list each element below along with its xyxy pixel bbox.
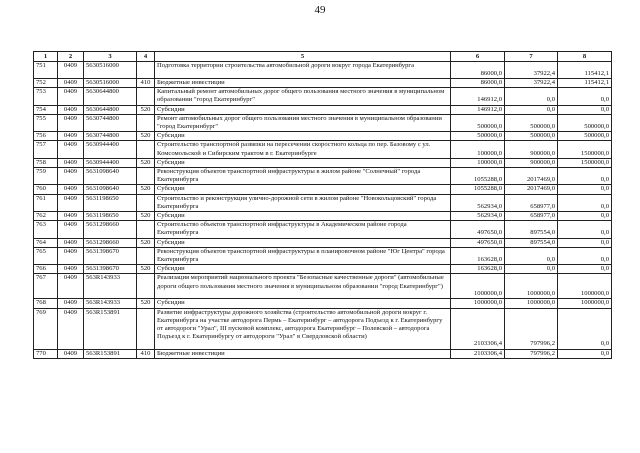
value-col8: 500000,0 [558, 114, 612, 131]
value-col8: 0,0 [558, 105, 612, 114]
value-col7: 897554,0 [505, 221, 558, 238]
section-code: 0409 [58, 349, 84, 358]
table-row [34, 194, 612, 211]
table-row [34, 132, 612, 141]
section-code: 0409 [58, 274, 84, 299]
section-code: 0409 [58, 105, 84, 114]
value-col6: 163628,0 [451, 265, 505, 274]
target-code: 5630944400 [84, 158, 137, 167]
target-code: 5631298660 [84, 238, 137, 247]
value-col7: 797996,2 [505, 308, 558, 349]
value-col8: 0,0 [558, 212, 612, 221]
target-code: 5630744800 [84, 114, 137, 131]
row-number: 751 [34, 62, 58, 79]
expense-type: 520 [137, 238, 155, 247]
description: Реконструкция объектов транспортной инфраструктуры в планировочном районе "Юг Центра" города Екатеринбурга [155, 247, 451, 264]
expense-type [137, 308, 155, 349]
row-number: 756 [34, 132, 58, 141]
table-row [34, 114, 612, 131]
row-number: 769 [34, 308, 58, 349]
target-code: 5631098640 [84, 185, 137, 194]
row-number: 766 [34, 265, 58, 274]
description: Субсидии [155, 238, 451, 247]
section-code: 0409 [58, 168, 84, 185]
description: Субсидии [155, 265, 451, 274]
value-col6: 500000,0 [451, 114, 505, 131]
expense-type [137, 88, 155, 105]
description: Капитальный ремонт автомобильных дорог общего пользования местного значения в муниципальном образовании "город Екатеринбург" [155, 88, 451, 105]
table-row [34, 105, 612, 114]
value-col8: 1000000,0 [558, 274, 612, 299]
section-code: 0409 [58, 185, 84, 194]
section-code: 0409 [58, 132, 84, 141]
table-row [34, 238, 612, 247]
column-header: 5 [155, 52, 451, 62]
value-col8: 115412,1 [558, 62, 612, 79]
row-number: 752 [34, 79, 58, 88]
row-number: 770 [34, 349, 58, 358]
value-col8: 0,0 [558, 194, 612, 211]
target-code: 5630644800 [84, 105, 137, 114]
column-header: 7 [505, 52, 558, 62]
value-col7: 2017469,0 [505, 168, 558, 185]
value-col6: 562934,0 [451, 194, 505, 211]
description: Подготовка территории строительства автомобильной дороги вокруг города Екатеринбурга [155, 62, 451, 79]
value-col6: 1000000,0 [451, 299, 505, 308]
value-col8: 0,0 [558, 88, 612, 105]
description: Бюджетные инвестиции [155, 349, 451, 358]
target-code: 5630744800 [84, 132, 137, 141]
value-col8: 1500000,0 [558, 141, 612, 158]
value-col7: 900000,0 [505, 158, 558, 167]
value-col7: 797996,2 [505, 349, 558, 358]
value-col6: 497650,0 [451, 238, 505, 247]
table-row [34, 274, 612, 299]
page-number: 49 [314, 4, 326, 16]
table-header-row [34, 52, 612, 62]
section-code: 0409 [58, 221, 84, 238]
value-col8: 0,0 [558, 168, 612, 185]
target-code: 5630644800 [84, 88, 137, 105]
target-code: 5630516000 [84, 62, 137, 79]
description: Строительство объектов транспортной инфраструктуры в Академическом районе города Екатеринбурга [155, 221, 451, 238]
table-row [34, 62, 612, 79]
expense-type [137, 114, 155, 131]
section-code: 0409 [58, 212, 84, 221]
row-number: 755 [34, 114, 58, 131]
column-header: 1 [34, 52, 58, 62]
table-row [34, 158, 612, 167]
row-number: 768 [34, 299, 58, 308]
table-row [34, 308, 612, 349]
expense-type [137, 168, 155, 185]
description: Бюджетные инвестиции [155, 79, 451, 88]
target-code: 563R143933 [84, 299, 137, 308]
value-col8: 0,0 [558, 247, 612, 264]
section-code: 0409 [58, 299, 84, 308]
section-code: 0409 [58, 194, 84, 211]
target-code: 5630944400 [84, 141, 137, 158]
description: Развитие инфраструктуры дорожного хозяйства (строительство автомобильной дороги вокруг г. Екатеринбурга на участке автодорога Пермь – Екатеринбург – автодорога Подъезд к г. Екатеринбургу от автодороги "Урал", III пусковой комплекс, автодорога Екатеринбург – Полевской – автодорога Подъезд к г. Екатеринбургу от автодороги "Урал" в Свердловской области) [155, 308, 451, 349]
expense-type: 410 [137, 79, 155, 88]
description: Ремонт автомобильных дорог общего пользования местного значения в муниципальном образовании "город Екатеринбург" [155, 114, 451, 131]
section-code: 0409 [58, 247, 84, 264]
value-col6: 497650,0 [451, 221, 505, 238]
target-code: 5631398670 [84, 265, 137, 274]
expense-type [137, 247, 155, 264]
value-col6: 562934,0 [451, 212, 505, 221]
expense-type: 520 [137, 212, 155, 221]
value-col6: 2103306,4 [451, 308, 505, 349]
row-number: 753 [34, 88, 58, 105]
table-row [34, 168, 612, 185]
column-header: 8 [558, 52, 612, 62]
column-header: 4 [137, 52, 155, 62]
section-code: 0409 [58, 62, 84, 79]
row-number: 757 [34, 141, 58, 158]
section-code: 0409 [58, 238, 84, 247]
description: Реализация мероприятий национального проекта "Безопасные качественные дороги" (автомобильные дороги общего пользования местного значения в муниципальном образовании "город Екатеринбург") [155, 274, 451, 299]
expense-type [137, 274, 155, 299]
value-col6: 2103306,4 [451, 349, 505, 358]
value-col7: 500000,0 [505, 114, 558, 131]
value-col8: 0,0 [558, 349, 612, 358]
row-number: 767 [34, 274, 58, 299]
section-code: 0409 [58, 88, 84, 105]
row-number: 764 [34, 238, 58, 247]
value-col7: 900000,0 [505, 141, 558, 158]
value-col7: 0,0 [505, 105, 558, 114]
table-row [34, 88, 612, 105]
section-code: 0409 [58, 114, 84, 131]
target-code: 563R153891 [84, 308, 137, 349]
section-code: 0409 [58, 79, 84, 88]
expense-type [137, 141, 155, 158]
value-col7: 500000,0 [505, 132, 558, 141]
row-number: 762 [34, 212, 58, 221]
column-header: 2 [58, 52, 84, 62]
section-code: 0409 [58, 141, 84, 158]
value-col7: 37922,4 [505, 62, 558, 79]
value-col8: 0,0 [558, 221, 612, 238]
section-code: 0409 [58, 308, 84, 349]
column-header: 6 [451, 52, 505, 62]
expense-type: 520 [137, 105, 155, 114]
expense-type: 520 [137, 185, 155, 194]
expense-type: 410 [137, 349, 155, 358]
target-code: 5631198650 [84, 194, 137, 211]
value-col7: 2017469,0 [505, 185, 558, 194]
value-col8: 0,0 [558, 238, 612, 247]
description: Субсидии [155, 132, 451, 141]
value-col6: 1055288,0 [451, 168, 505, 185]
table-row [34, 221, 612, 238]
target-code: 5630516000 [84, 79, 137, 88]
value-col6: 1055288,0 [451, 185, 505, 194]
description: Субсидии [155, 299, 451, 308]
table-row [34, 349, 612, 358]
expense-type [137, 62, 155, 79]
description: Субсидии [155, 158, 451, 167]
target-code: 5631198650 [84, 212, 137, 221]
expense-type: 520 [137, 265, 155, 274]
expense-type: 520 [137, 299, 155, 308]
column-header: 3 [84, 52, 137, 62]
value-col8: 1000000,0 [558, 299, 612, 308]
description: Субсидии [155, 185, 451, 194]
budget-table [33, 51, 612, 359]
table-row [34, 141, 612, 158]
table-row [34, 212, 612, 221]
value-col7: 0,0 [505, 247, 558, 264]
row-number: 759 [34, 168, 58, 185]
row-number: 763 [34, 221, 58, 238]
description: Субсидии [155, 212, 451, 221]
value-col6: 1000000,0 [451, 274, 505, 299]
row-number: 758 [34, 158, 58, 167]
target-code: 5631098640 [84, 168, 137, 185]
description: Субсидии [155, 105, 451, 114]
value-col8: 0,0 [558, 308, 612, 349]
expense-type [137, 194, 155, 211]
table-row [34, 79, 612, 88]
value-col8: 115412,1 [558, 79, 612, 88]
value-col6: 146912,0 [451, 88, 505, 105]
value-col7: 37922,4 [505, 79, 558, 88]
table-row [34, 265, 612, 274]
row-number: 765 [34, 247, 58, 264]
description: Строительство транспортной развязки на пересечении скоростного кольца по пер. Базовому с ул. Комсомольской и Сибирским трактом в г. Екатеринбурге [155, 141, 451, 158]
table-row [34, 185, 612, 194]
row-number: 754 [34, 105, 58, 114]
description: Реконструкция объектов транспортной инфраструктуры в жилом районе "Солнечный" города Екатеринбурга [155, 168, 451, 185]
value-col6: 146912,0 [451, 105, 505, 114]
expense-type: 520 [137, 132, 155, 141]
value-col7: 0,0 [505, 265, 558, 274]
target-code: 5631298660 [84, 221, 137, 238]
value-col6: 500000,0 [451, 132, 505, 141]
row-number: 761 [34, 194, 58, 211]
value-col7: 0,0 [505, 88, 558, 105]
expense-type [137, 221, 155, 238]
target-code: 5631398670 [84, 247, 137, 264]
value-col7: 897554,0 [505, 238, 558, 247]
section-code: 0409 [58, 158, 84, 167]
value-col7: 658977,0 [505, 194, 558, 211]
value-col7: 1000000,0 [505, 299, 558, 308]
value-col8: 1500000,0 [558, 158, 612, 167]
row-number: 760 [34, 185, 58, 194]
target-code: 563R153891 [84, 349, 137, 358]
value-col6: 163628,0 [451, 247, 505, 264]
value-col6: 100000,0 [451, 141, 505, 158]
table-row [34, 247, 612, 264]
value-col8: 0,0 [558, 265, 612, 274]
target-code: 563R143933 [84, 274, 137, 299]
value-col6: 86000,0 [451, 79, 505, 88]
expense-type: 520 [137, 158, 155, 167]
value-col8: 500000,0 [558, 132, 612, 141]
section-code: 0409 [58, 265, 84, 274]
value-col8: 0,0 [558, 185, 612, 194]
table-row [34, 299, 612, 308]
value-col6: 86000,0 [451, 62, 505, 79]
value-col7: 658977,0 [505, 212, 558, 221]
value-col7: 1000000,0 [505, 274, 558, 299]
value-col6: 100000,0 [451, 158, 505, 167]
description: Строительство и реконструкция улично-дорожной сети в жилом районе "Новокольцовский" города Екатеринбурга [155, 194, 451, 211]
